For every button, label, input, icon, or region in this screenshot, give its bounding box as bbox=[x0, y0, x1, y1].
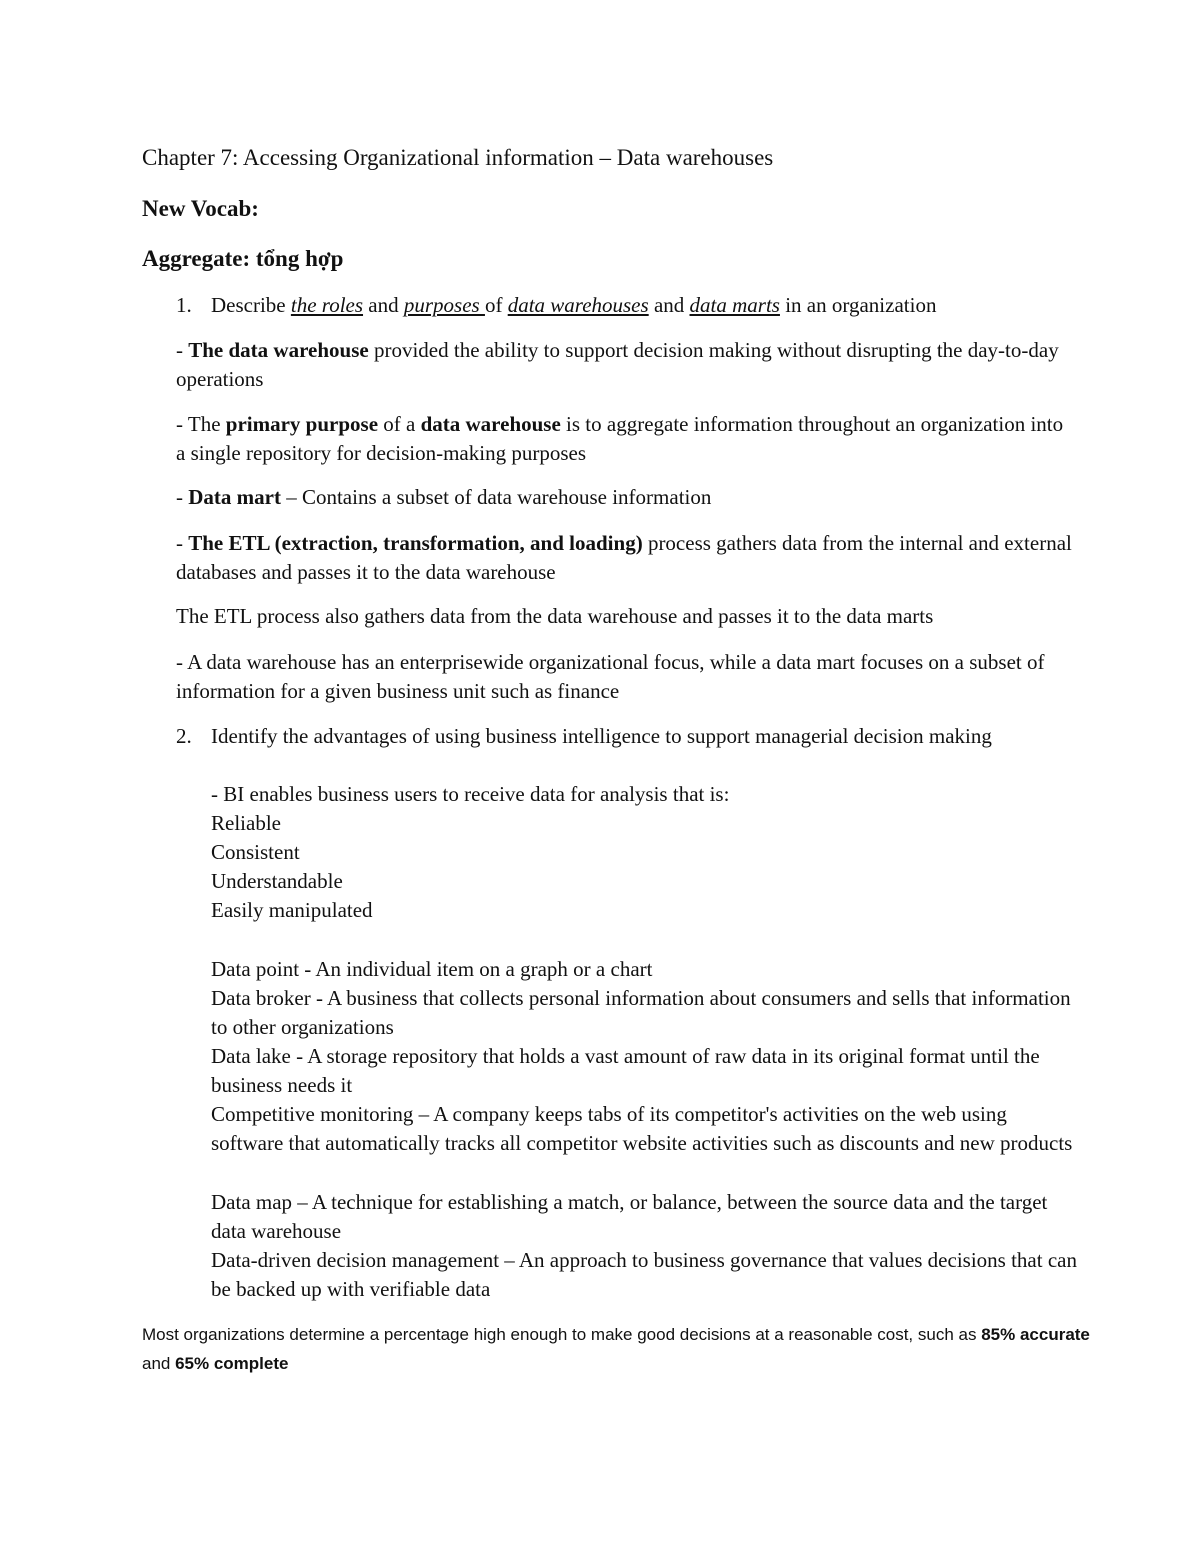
p2-d: is to aggregate information throughout an organization into a single repository for decision-making purposes bbox=[176, 412, 1064, 465]
definition-data-point: Data point - An individual item on a graph or a chart bbox=[211, 957, 653, 981]
paragraph-etl bbox=[176, 529, 1076, 587]
footer-bold-1: 85% accurate bbox=[981, 1325, 1090, 1344]
p2-c: of a bbox=[378, 412, 421, 436]
q1-data-marts: data marts bbox=[689, 293, 780, 317]
p1-rest: provided the ability to support decision making without disrupting the day-to-day operations bbox=[176, 338, 1059, 391]
definition-data-lake: Data lake - A storage repository that holds a vast amount of raw data in its original format until the business needs it bbox=[211, 1044, 1040, 1097]
footer-text-c: and bbox=[142, 1354, 176, 1373]
p3-rest: – Contains a subset of data warehouse information bbox=[280, 485, 712, 509]
p4-rest: process gathers data from the internal and external databases and passes it to the data warehouse bbox=[176, 531, 1072, 584]
definition-competitive-monitoring: Competitive monitoring – A company keeps tabs of its competitor's activities on the web using software that automatically tracks all competitor website activities such as discounts and new products bbox=[211, 1102, 1073, 1155]
p1-dash: - bbox=[176, 338, 189, 362]
bi-item: Reliable bbox=[211, 811, 281, 835]
page-title: Chapter 7: Accessing Organizational information – Data warehouses bbox=[142, 145, 774, 170]
paragraph-focus: - A data warehouse has an enterprisewide organizational focus, while a data mart focuses on a subset of information for a given business unit such as finance bbox=[176, 650, 1045, 703]
q1-data-warehouses: data warehouses bbox=[507, 293, 649, 317]
bi-item: Understandable bbox=[211, 869, 343, 893]
question-2-number: 2. bbox=[176, 724, 192, 748]
q1-text-c: of bbox=[484, 293, 508, 317]
p3-dash: - bbox=[176, 485, 189, 509]
definition-data-broker: Data broker - A business that collects personal information about consumers and sells that information to other organizations bbox=[211, 986, 1071, 1039]
footer-bold-2: 65% complete bbox=[175, 1354, 289, 1373]
bi-intro: - BI enables business users to receive data for analysis that is: bbox=[211, 782, 730, 806]
bi-item: Easily manipulated bbox=[211, 898, 373, 922]
paragraph-data-warehouse bbox=[176, 336, 1076, 394]
p2-bold-1: primary purpose bbox=[225, 412, 379, 436]
question-2: Identify the advantages of using business intelligence to support managerial decision making bbox=[211, 724, 992, 748]
paragraph-primary-purpose bbox=[176, 410, 1076, 468]
q1-purposes: purposes bbox=[403, 293, 485, 317]
paragraph-etl-marts: The ETL process also gathers data from the data warehouse and passes it to the data marts bbox=[176, 604, 934, 628]
q1-text-a: Describe bbox=[211, 293, 291, 317]
p4-dash: - bbox=[176, 531, 189, 555]
p4-bold: The ETL (extraction, transformation, and loading) bbox=[188, 531, 643, 555]
definition-data-map: Data map – A technique for establishing a match, or balance, between the source data and the target data warehouse bbox=[211, 1190, 1048, 1243]
q1-roles: the roles bbox=[290, 293, 364, 317]
footer-text-a: Most organizations determine a percentage high enough to make good decisions at a reasonable cost, such as bbox=[142, 1325, 982, 1344]
p2-bold-2: data warehouse bbox=[420, 412, 561, 436]
p1-bold: The data warehouse bbox=[188, 338, 369, 362]
question-1 bbox=[211, 291, 1091, 320]
aggregate-heading: Aggregate: tổng hợp bbox=[142, 246, 344, 271]
q1-text-e: in an organization bbox=[779, 293, 937, 317]
q1-text-b: and bbox=[363, 293, 404, 317]
q1-text-d: and bbox=[648, 293, 690, 317]
question-1-number: 1. bbox=[176, 293, 192, 317]
definition-data-driven: Data-driven decision management – An approach to business governance that values decisions that can be backed up with verifiable data bbox=[211, 1248, 1077, 1301]
p3-bold: Data mart bbox=[188, 485, 281, 509]
paragraph-data-mart bbox=[176, 483, 1076, 512]
bi-item: Consistent bbox=[211, 840, 300, 864]
footer-note bbox=[142, 1320, 1102, 1378]
p2-a: - The bbox=[176, 412, 226, 436]
new-vocab-heading: New Vocab: bbox=[142, 196, 259, 221]
